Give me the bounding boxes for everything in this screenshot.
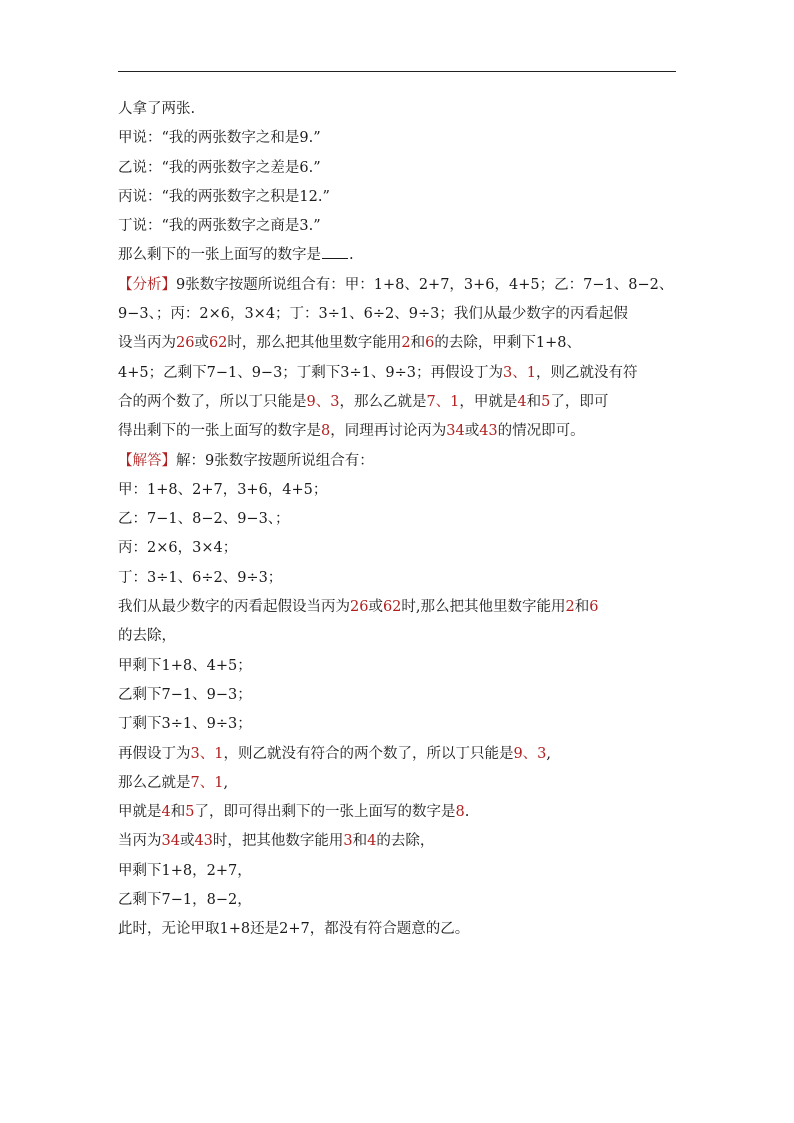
text-segment: 乙：7−1、8−2、9−3、； (118, 511, 290, 528)
highlighted-text: 8 (455, 804, 465, 821)
text-segment: 当丙为 (118, 833, 162, 850)
highlighted-text: 62 (382, 599, 402, 616)
highlighted-text: 3、1 (190, 745, 224, 762)
highlighted-text: 34 (161, 833, 180, 850)
text-segment: 9−3、；丙：2×6，3×4；丁：3÷1、6÷2、9÷3；我们从最少数字的丙看起假 (118, 306, 628, 323)
text-segment: 乙说：“我的两张数字之差是6.” (118, 159, 321, 176)
text-segment: 丁说：“我的两张数字之商是3.” (118, 218, 321, 235)
text-segment: 丁：3÷1、6÷2、9÷3； (118, 569, 283, 586)
text-segment: 和 (574, 599, 590, 616)
text-segment: 人拿了两张. (118, 101, 196, 117)
highlighted-text: 3、1 (503, 364, 536, 381)
text-segment: 甲就是 (118, 804, 162, 821)
text-segment: , (546, 745, 552, 762)
text-segment: 或 (464, 423, 480, 440)
text-segment: 乙剩下7−1，8−2， (118, 892, 252, 909)
text-line (118, 710, 678, 739)
highlighted-text: 6 (589, 599, 599, 616)
text-line (118, 622, 678, 651)
highlighted-text: 7、1 (426, 393, 460, 410)
text-segment: . (464, 804, 470, 821)
highlighted-text: 43 (194, 833, 213, 850)
text-segment: 了，即可得出剩下的一张上面写的数字是 (194, 804, 456, 821)
text-line (118, 300, 678, 329)
highlighted-text: 4 (161, 804, 171, 821)
text-segment: 丙：2×6，3×4； (118, 540, 238, 557)
text-line (118, 241, 678, 270)
text-segment: 时,那么把其他里数字能用 (401, 599, 566, 616)
text-line (118, 447, 678, 476)
highlighted-text: 2 (401, 335, 411, 352)
text-segment: 和 (170, 804, 186, 821)
text-segment: 那么剩下的一张上面写的数字是 (118, 247, 321, 264)
text-line (118, 329, 678, 358)
text-segment: 9张数字按题所说组合有：甲：1+8、2+7，3+6，4+5；乙：7−1、8−2、 (176, 276, 674, 293)
text-line (118, 124, 678, 153)
text-line (118, 769, 678, 798)
text-segment: 或 (194, 335, 209, 352)
text-line (118, 388, 678, 417)
text-line (118, 359, 678, 388)
highlighted-text: 9、3 (306, 393, 340, 410)
text-segment: 丁剩下3÷1、9÷3； (118, 716, 252, 733)
text-line (118, 271, 678, 300)
text-segment: 甲剩下1+8、4+5； (118, 657, 252, 674)
text-segment: ，则乙就没有符 (535, 364, 638, 381)
text-line (118, 183, 678, 212)
text-line (118, 915, 678, 944)
text-segment: 和 (526, 393, 542, 410)
text-segment: 合的两个数了，所以丁只能是 (118, 393, 307, 410)
highlighted-text: 7、1 (190, 774, 224, 791)
highlighted-text: 5 (541, 393, 551, 410)
text-line (118, 827, 678, 856)
text-line (118, 212, 678, 241)
text-segment: . (349, 247, 354, 264)
text-line (118, 593, 678, 622)
text-line (118, 857, 678, 886)
text-line (118, 564, 678, 593)
answer-blank (322, 244, 348, 259)
text-line (118, 417, 678, 446)
text-segment: 甲剩下1+8，2+7， (118, 862, 252, 879)
text-segment: 和 (410, 335, 426, 352)
highlighted-text: 34 (446, 423, 465, 440)
highlighted-text: 43 (479, 423, 498, 440)
text-segment: 的去除， (376, 833, 435, 850)
text-segment: 那么乙就是 (118, 774, 191, 791)
highlighted-text: 62 (208, 335, 228, 352)
text-segment: 或 (368, 599, 383, 616)
highlighted-text: 26 (350, 599, 369, 616)
text-segment: 此时，无论甲取1+8还是2+7，都没有符合题意的乙。 (118, 921, 470, 938)
text-segment: 或 (179, 833, 195, 850)
text-line (118, 534, 678, 563)
text-segment: ，则乙就没有符合的两个数了，所以丁只能是 (223, 745, 514, 762)
text-segment: 的去除， (118, 628, 176, 645)
text-line (118, 154, 678, 183)
highlighted-text: 2 (565, 599, 575, 616)
text-line (118, 95, 678, 124)
highlighted-text: 4 (517, 393, 527, 410)
highlighted-text: 9、3 (513, 745, 547, 762)
highlighted-text: 26 (176, 335, 195, 352)
text-segment: 乙剩下7−1、9−3； (118, 686, 252, 703)
document-body (118, 95, 678, 945)
text-line (118, 886, 678, 915)
text-segment: 时，把其他数字能用 (212, 833, 344, 850)
text-segment: 的情况即可。 (497, 423, 585, 440)
text-line (118, 652, 678, 681)
text-segment: ，同理再讨论丙为 (330, 423, 447, 440)
highlighted-text: 5 (185, 804, 195, 821)
header-rule (118, 71, 676, 72)
text-line (118, 476, 678, 505)
text-segment: 设当丙为 (118, 335, 176, 352)
text-segment: 了，即可 (550, 393, 609, 410)
highlighted-text: 【分析】 (118, 276, 176, 293)
text-line (118, 681, 678, 710)
text-segment: 甲说：“我的两张数字之和是9.” (118, 130, 321, 147)
text-segment: 我们从最少数字的丙看起假设当丙为 (118, 599, 350, 616)
text-segment: 解：9张数字按题所说组合有： (176, 452, 374, 469)
text-line (118, 505, 678, 534)
text-segment: ，甲就是 (459, 393, 518, 410)
highlighted-text: 3 (343, 833, 353, 850)
highlighted-text: 4 (367, 833, 377, 850)
text-segment: 4+5；乙剩下7−1、9−3；丁剩下3÷1、9÷3；再假设丁为 (118, 364, 503, 381)
text-segment: 再假设丁为 (118, 745, 191, 762)
highlighted-text: 6 (425, 335, 435, 352)
text-segment: 得出剩下的一张上面写的数字是 (118, 423, 321, 440)
text-segment: 和 (352, 833, 368, 850)
text-segment: 甲：1+8、2+7，3+6，4+5； (118, 481, 328, 498)
text-line (118, 798, 678, 827)
text-segment: 的去除，甲剩下1+8、 (434, 335, 581, 352)
highlighted-text: 【解答】 (118, 452, 176, 469)
highlighted-text: 8 (321, 423, 331, 440)
text-segment: 丙说：“我的两张数字之积是12.” (118, 188, 330, 205)
text-segment: , (223, 774, 229, 791)
text-segment: 时，那么把其他里数字能用 (227, 335, 402, 352)
text-line (118, 740, 678, 769)
text-segment: ，那么乙就是 (339, 393, 427, 410)
